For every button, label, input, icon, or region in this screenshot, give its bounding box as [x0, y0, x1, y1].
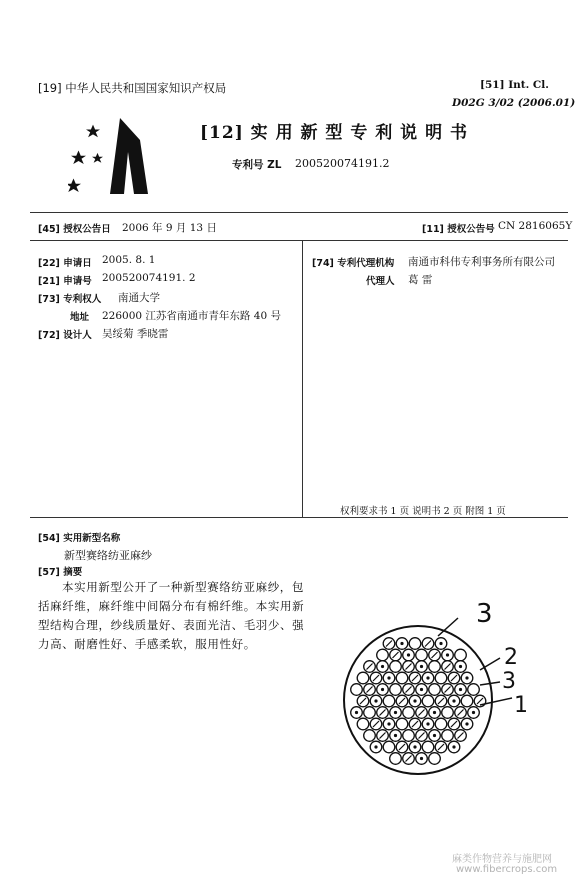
fiber [429, 684, 441, 696]
fiber-core [459, 665, 462, 668]
fiber [383, 695, 395, 707]
fiber [442, 730, 454, 742]
int-cl-value: D02G 3/02 (2006.01) [452, 97, 576, 109]
issuing-office: [19] 中华人民共和国国家知识产权局 [38, 81, 227, 95]
fiber [429, 753, 441, 765]
patent-number-value: 200520074191.2 [295, 157, 390, 170]
announce-no-value: CN 2816065Y [498, 220, 573, 232]
fiber-core [452, 699, 455, 702]
fiber-core [394, 734, 397, 737]
field-value-filing-date: 2005. 8. 1 [102, 254, 156, 266]
fiber [422, 741, 434, 753]
fiber [442, 707, 454, 719]
figure-label: 3 [476, 599, 493, 629]
fiber-core [459, 688, 462, 691]
fiber-core [407, 653, 410, 656]
field-label-agency: [74] 专利代理机构 [312, 258, 395, 269]
fiber-core [439, 642, 442, 645]
fiber [409, 638, 421, 650]
field-label-address: 地址 [70, 312, 90, 323]
fiber [357, 718, 369, 730]
fiber [403, 730, 415, 742]
fiber [351, 684, 363, 696]
fiber [429, 661, 441, 673]
fiber [390, 753, 402, 765]
field-label-application-no: [21] 申请号 [38, 276, 92, 287]
fiber [435, 672, 447, 684]
patent-number-label: 专利号 ZL [232, 159, 282, 171]
fiber [396, 718, 408, 730]
fiber [357, 672, 369, 684]
fiber-core [465, 676, 468, 679]
fiber-core [413, 745, 416, 748]
figure-label: 3 [502, 669, 516, 694]
utility-model-title-label: [54] 实用新型名称 [38, 533, 121, 544]
fiber [403, 707, 415, 719]
abstract-line: 本实用新型公开了一种新型赛络纺亚麻纱，包 [62, 580, 304, 594]
abstract-label: [57] 摘要 [38, 567, 83, 578]
divider-bottom [30, 517, 568, 518]
fiber [435, 718, 447, 730]
fiber [364, 707, 376, 719]
fiber-core [426, 722, 429, 725]
field-value-designer: 吴绥菊 季晓雷 [102, 328, 169, 340]
fiber-core [420, 757, 423, 760]
watermark-url: www.fibercrops.com [456, 864, 558, 875]
cnipa-emblem-icon [68, 112, 164, 198]
fiber-core [420, 688, 423, 691]
field-value-agent: 葛 雷 [408, 274, 433, 286]
field-label-patentee: [73] 专利权人 [38, 294, 102, 305]
utility-model-title: 新型赛络纺亚麻纱 [64, 549, 152, 562]
fiber-core [394, 711, 397, 714]
announce-date-label: [45] 授权公告日 [38, 224, 111, 235]
column-divider [302, 240, 303, 517]
fiber-core [452, 745, 455, 748]
fiber [383, 741, 395, 753]
fiber [364, 730, 376, 742]
int-cl-label: [51] Int. Cl. [480, 79, 549, 91]
fiber [396, 672, 408, 684]
yarn-cross-section-figure [340, 590, 560, 790]
figure-label: 1 [514, 693, 528, 718]
abstract-line: 括麻纤维，麻纤维中间隔分布有棉纤维。本实用新 [38, 599, 305, 613]
watermark-site-name: 麻类作物营养与施肥网 [452, 854, 552, 865]
abstract-line: 型结构合理，纱线质量好、表面光洁、毛羽少、强 [38, 618, 305, 632]
field-value-patentee: 南通大学 [118, 292, 160, 304]
field-value-application-no: 200520074191. 2 [102, 272, 196, 284]
fiber-core [400, 642, 403, 645]
fiber-cluster [351, 638, 486, 765]
fiber [461, 695, 473, 707]
announce-no-label: [11] 授权公告号 [422, 224, 495, 235]
fiber-core [446, 653, 449, 656]
fiber [422, 695, 434, 707]
fiber [416, 649, 428, 661]
fiber-core [374, 699, 377, 702]
field-label-filing-date: [22] 申请日 [38, 258, 92, 269]
fiber-core [426, 676, 429, 679]
figure-label: 2 [504, 645, 518, 670]
field-value-address: 226000 江苏省南通市青年东路 40 号 [102, 310, 281, 322]
document-type-title: [12] 实 用 新 型 专 利 说 明 书 [200, 123, 469, 143]
fiber [390, 684, 402, 696]
field-value-agency: 南通市科伟专利事务所有限公司 [408, 256, 555, 268]
fiber-core [420, 665, 423, 668]
fiber-core [433, 734, 436, 737]
fiber [455, 649, 467, 661]
field-label-designer: [72] 设计人 [38, 330, 92, 341]
page-counts: 权利要求书 1 页 说明书 2 页 附图 1 页 [340, 506, 506, 517]
fiber-core [472, 711, 475, 714]
fiber-core [381, 665, 384, 668]
fiber [468, 684, 480, 696]
divider-announce [30, 240, 568, 241]
fiber [377, 649, 389, 661]
fiber-core [433, 711, 436, 714]
fiber [390, 661, 402, 673]
fiber-core [387, 722, 390, 725]
field-label-agent: 代理人 [366, 276, 395, 287]
fiber-core [374, 745, 377, 748]
fiber-core [355, 711, 358, 714]
announce-date-value: 2006 年 9 月 13 日 [122, 222, 217, 234]
fiber-core [413, 699, 416, 702]
divider-top [30, 212, 568, 213]
abstract-line: 力高、耐磨性好、手感柔软，服用性好。 [38, 637, 256, 651]
fiber-core [465, 722, 468, 725]
fiber-core [381, 688, 384, 691]
fiber-core [387, 676, 390, 679]
